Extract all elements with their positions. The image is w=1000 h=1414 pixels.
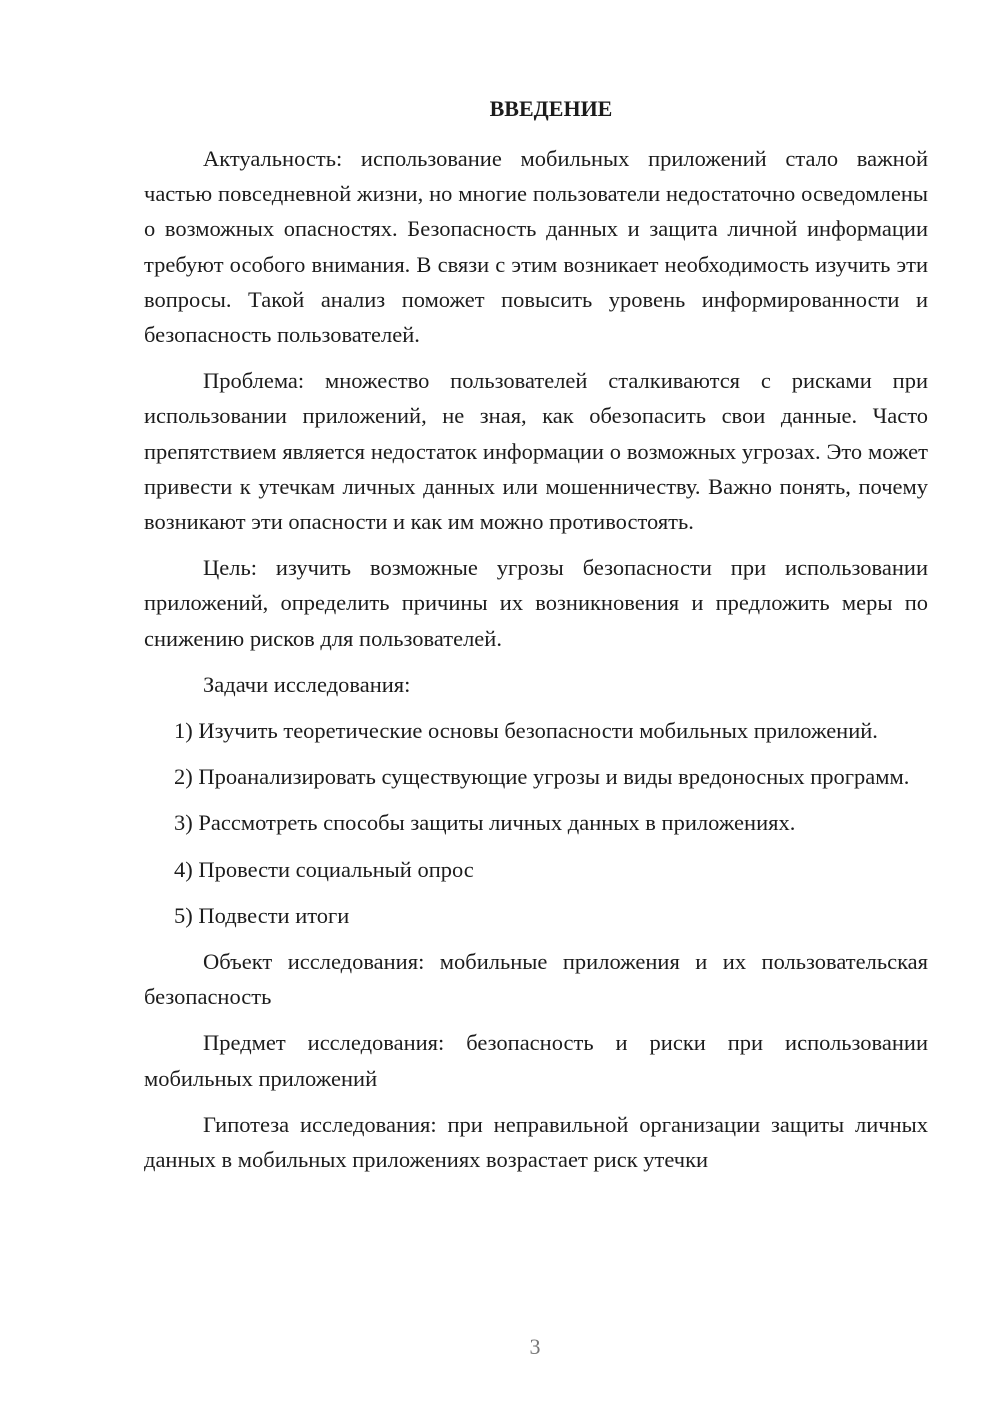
relevance-paragraph: Актуальность: использование мобильных приложений стало важной частью повседневной жизни, но многие пользователи недостаточно осведомлены о возможных опасностях. Безопасность данных и защита личной информации требуют особого внимания. В связи с этим возникает необходимость изучить эти вопросы. Такой анализ поможет повысить уровень информированности и безопасность пользователей. — [144, 146, 928, 348]
subject-paragraph: Предмет исследования: безопасность и риски при использовании мобильных приложений — [144, 1030, 928, 1091]
section-heading: ВВЕДЕНИЕ — [489, 96, 613, 121]
tasks-intro: Задачи исследования: — [203, 671, 411, 697]
page-number: 3 — [529, 1334, 541, 1359]
task-item-4: 4) Провести социальный опрос — [174, 856, 474, 882]
page-content — [144, 94, 928, 1177]
hypothesis-paragraph: Гипотеза исследования: при неправильной организации защиты личных данных в мобильных приложениях возрастает риск утечки — [144, 1111, 928, 1173]
goal-paragraph: Цель: изучить возможные угрозы безопасности при использовании приложений, определить причины их возникновения и предложить меры по снижению рисков для пользователей. — [144, 555, 928, 651]
object-paragraph: Объект исследования: мобильные приложения и их пользовательская безопасность — [144, 949, 928, 1010]
task-item-3: 3) Рассмотреть способы защиты личных данных в приложениях. — [174, 810, 796, 836]
task-item-5: 5) Подвести итоги — [174, 902, 350, 928]
task-item-1: 1) Изучить теоретические основы безопасности мобильных приложений. — [174, 718, 878, 744]
task-item-2: 2) Проанализировать существующие угрозы и виды вредоносных программ. — [174, 764, 910, 790]
problem-paragraph: Проблема: множество пользователей сталкиваются с рисками при использовании приложений, не зная, как обезопасить свои данные. Часто препятствием является недостаток информации о возможных угрозах. Это может привести к утечкам личных данных или мошенничеству. Важно понять, почему возникают эти опасности и как им можно противостоять. — [144, 368, 928, 535]
